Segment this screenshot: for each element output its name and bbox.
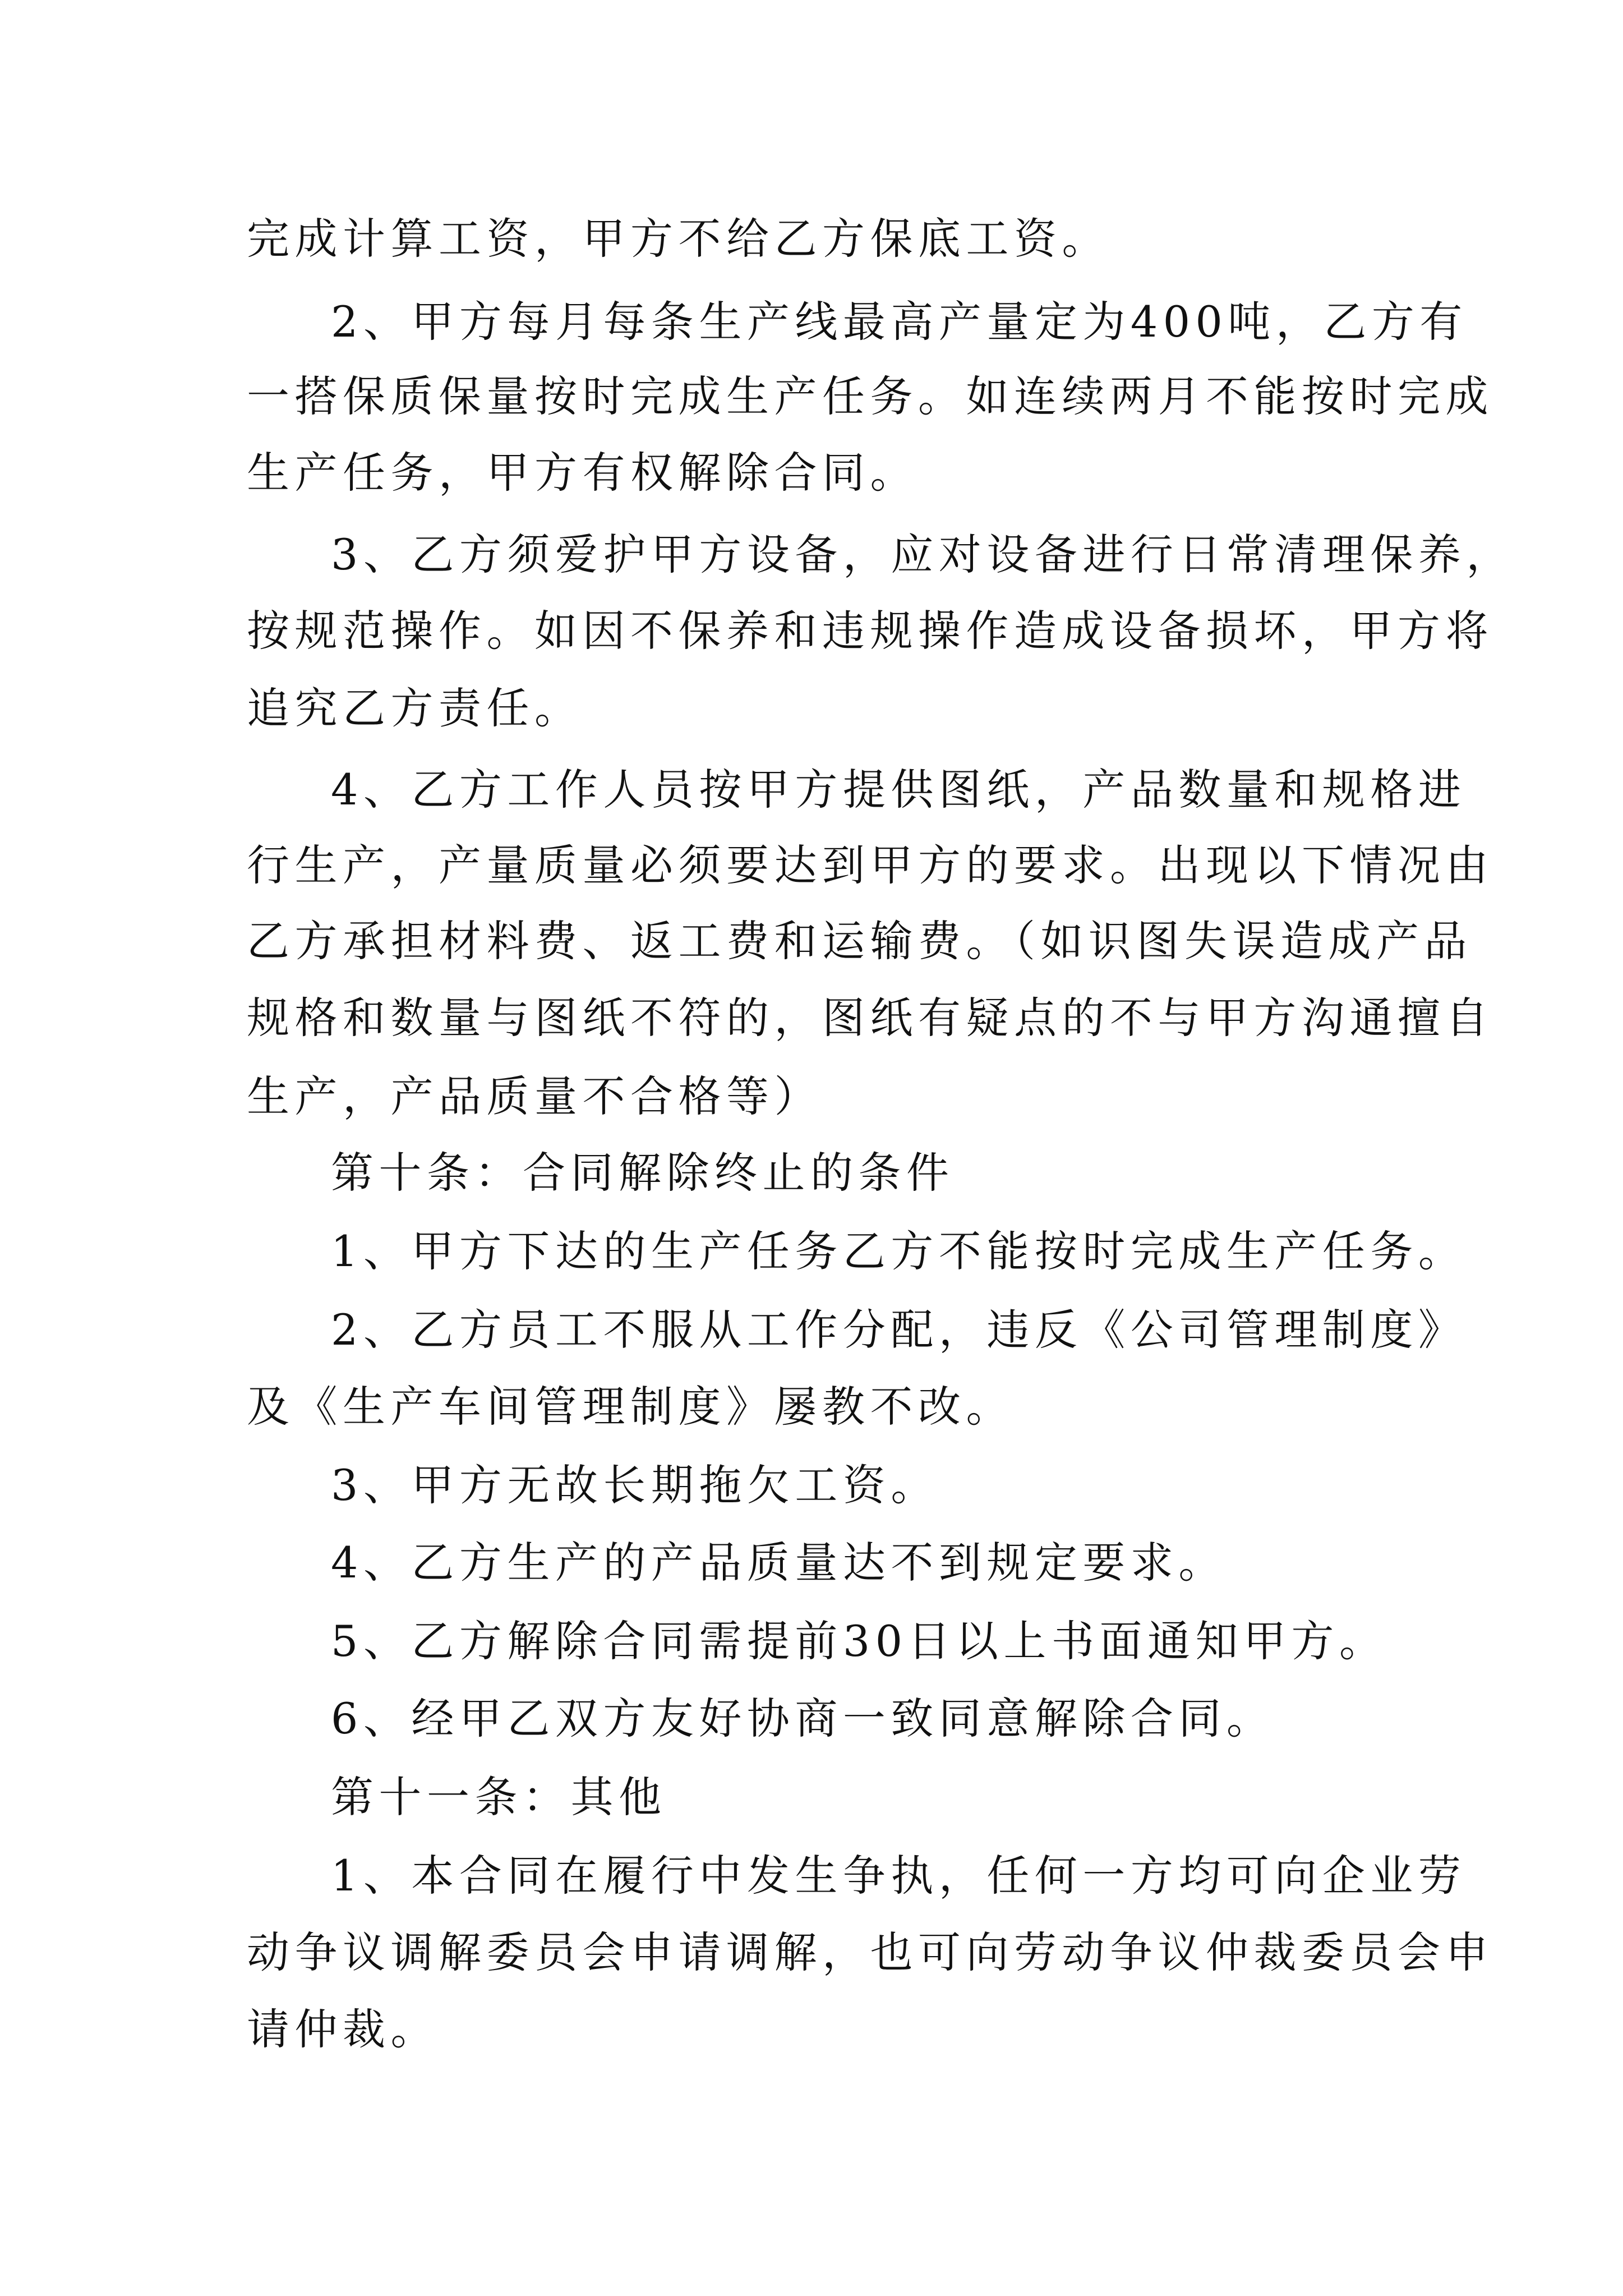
text-line: 生产任务，甲方有权解除合同。 [247, 448, 918, 498]
section-heading: 第十条：合同解除终止的条件 [331, 1148, 955, 1198]
text-line: 5、乙方解除合同需提前30日以上书面通知甲方。 [331, 1616, 1387, 1666]
text-line: 3、甲方无故长期拖欠工资。 [331, 1460, 939, 1510]
text-line: 按规范操作。如因不保养和违规操作造成设备损坏，甲方将 [247, 606, 1493, 656]
text-line: 及《生产车间管理制度》屡教不改。 [247, 1382, 1014, 1432]
text-line: 4、乙方工作人员按甲方提供图纸，产品数量和规格进 [331, 765, 1467, 815]
text-line: 乙方承担材料费、返工费和运输费。（如识图失误造成产品 [247, 916, 1472, 966]
text-line: 生产，产品质量不合格等） [247, 1071, 822, 1121]
text-line: 1、本合同在履行中发生争执，任何一方均可向企业劳 [331, 1851, 1467, 1901]
text-line: 行生产，产量质量必须要达到甲方的要求。出现以下情况由 [247, 840, 1493, 890]
text-line: 请仲裁。 [247, 2004, 439, 2054]
text-line: 3、乙方须爱护甲方设备，应对设备进行日常清理保养， [331, 530, 1514, 579]
text-line: 规格和数量与图纸不符的，图纸有疑点的不与甲方沟通擅自 [247, 993, 1493, 1043]
text-line: 完成计算工资，甲方不给乙方保底工资。 [247, 214, 1110, 264]
text-line: 一搭保质保量按时完成生产任务。如连续两月不能按时完成 [247, 371, 1493, 421]
text-line: 1、甲方下达的生产任务乙方不能按时完成生产任务。 [331, 1226, 1467, 1276]
text-line: 2、乙方员工不服从工作分配，违反《公司管理制度》 [331, 1305, 1467, 1355]
text-line: 追究乙方责任。 [247, 683, 583, 733]
text-line: 动争议调解委员会申请调解，也可向劳动争议仲裁委员会申 [247, 1927, 1493, 1977]
text-line: 6、经甲乙双方友好协商一致同意解除合同。 [331, 1694, 1275, 1743]
section-heading: 第十一条：其他 [331, 1772, 667, 1822]
text-line: 2、甲方每月每条生产线最高产量定为400吨，乙方有 [331, 297, 1468, 347]
text-line: 4、乙方生产的产品质量达不到规定要求。 [331, 1538, 1227, 1588]
